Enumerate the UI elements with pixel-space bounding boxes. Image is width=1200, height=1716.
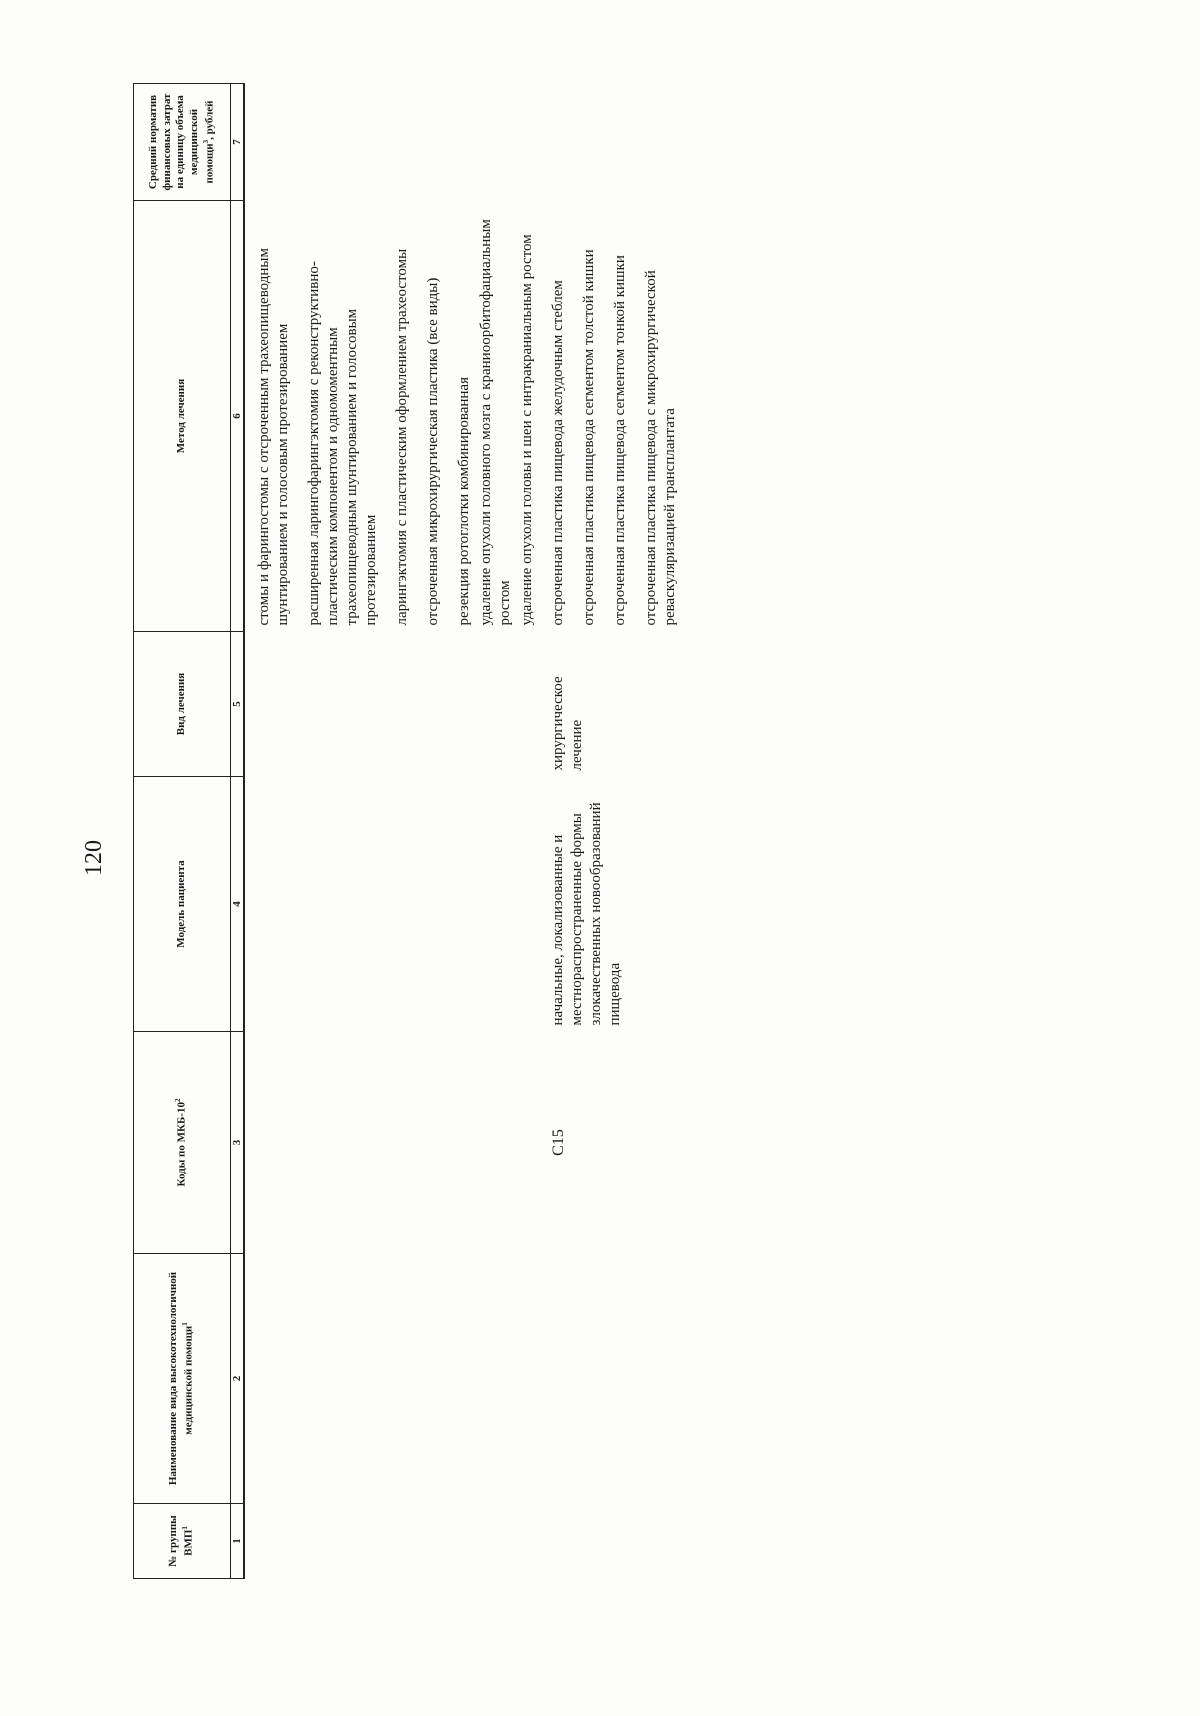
cell-methods [549, 201, 692, 632]
column-number: 1 [231, 1504, 245, 1579]
cell-methods [244, 201, 549, 632]
table-row [244, 84, 549, 1579]
cell-vmp-name [549, 1254, 692, 1504]
cell-treatment-type [549, 632, 692, 777]
treatment-method: отсроченная пластика пищевода сегментом толстой кишки [581, 249, 597, 626]
header-treatment-method: Метод лечения [134, 201, 231, 632]
column-number: 7 [231, 84, 245, 201]
treatment-method: стомы и фарингостомы с отсроченным трахеопищеводным шунтированием и голосовым протезированием [256, 248, 291, 626]
treatment-type-text: хирургическое лечение [550, 676, 585, 771]
column-number: 5 [231, 632, 245, 777]
cell-cost [549, 84, 692, 201]
treatment-method: удаление опухоли головы и шеи с интракраниальным ростом [519, 234, 535, 626]
cell-patient-model [244, 777, 549, 1032]
treatment-method: отсроченная пластика пищевода желудочным стеблем [550, 280, 566, 626]
treatment-method: ларингэктомия с пластическим оформлением трахеостомы [394, 248, 410, 626]
column-number: 2 [231, 1254, 245, 1504]
treatment-method: резекция ротоглотки комбинированная [456, 377, 472, 626]
treatment-method: расширенная ларингофарингэктомия с реконструктивно-пластическим компонентом и одномоментным трахеопищеводным шунтированием и голосовым протезированием [306, 261, 379, 626]
icd-code: C15 [550, 1129, 567, 1156]
header-patient-model: Модель пациента [134, 777, 231, 1032]
treatment-method: отсроченная пластика пищевода с микрохирургической реваскуляризацией трансплантата [643, 270, 678, 626]
header-vmp-name: Наименование вида высокотехнологичной медицинской помощи$^1$ [134, 1254, 231, 1504]
header-group-number: № группы ВМП$^1$ [134, 1504, 231, 1579]
cell-code [549, 1032, 692, 1254]
treatment-method: отсроченная микрохирургическая пластика (все виды) [425, 277, 441, 626]
column-number: 4 [231, 777, 245, 1032]
treatment-method: отсроченная пластика пищевода сегментом тонкой кишки [612, 255, 628, 626]
vmp-table [133, 83, 692, 1579]
cell-treatment-type [244, 632, 549, 777]
cell-group [549, 1504, 692, 1579]
patient-model-text: начальные, локализованные и местнораспространенные формы злокачественных новообразований пищевода [550, 802, 623, 1026]
page-number: 120 [81, 840, 107, 876]
cell-patient-model [549, 777, 692, 1032]
treatment-method: удаление опухоли головного мозга с краниоорбитофациальным ростом [478, 219, 513, 626]
table-header-row [134, 84, 231, 1579]
column-number: 6 [231, 201, 245, 632]
column-number-row [231, 84, 245, 1579]
column-number: 3 [231, 1032, 245, 1254]
header-treatment-type: Вид лечения [134, 632, 231, 777]
cell-group [244, 1504, 549, 1579]
table-row [549, 84, 692, 1579]
cell-code [244, 1032, 549, 1254]
cell-cost [244, 84, 549, 201]
header-icd-codes: Коды по МКБ-$10^2$ [134, 1032, 231, 1254]
header-cost-norm: Средний норматив финансовых затрат на единицу объема медицинской помощи$^3$, рублей [134, 84, 231, 201]
cell-vmp-name [244, 1254, 549, 1504]
